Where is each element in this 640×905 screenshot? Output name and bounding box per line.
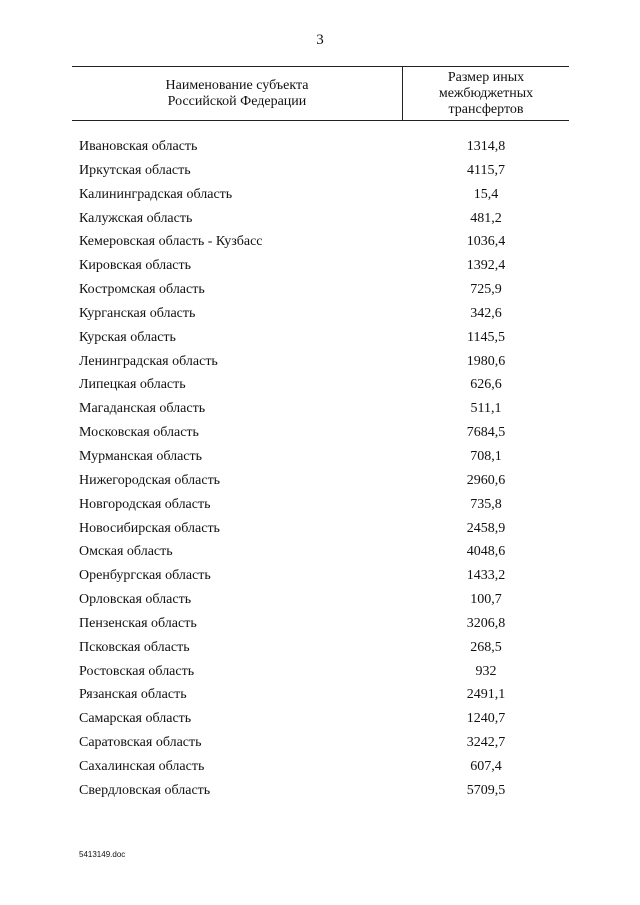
subject-name: Оренбургская область	[79, 568, 211, 584]
table-body	[0, 137, 640, 805]
transfer-amount: 2960,6	[466, 472, 506, 488]
transfer-amount: 1433,2	[466, 568, 506, 584]
table-row	[0, 495, 640, 519]
transfer-amount: 100,7	[470, 592, 502, 608]
subject-name: Новгородская область	[79, 496, 211, 512]
table-row	[0, 709, 640, 733]
subject-name: Новосибирская область	[79, 520, 220, 536]
transfer-amount: 481,2	[470, 210, 502, 226]
table-row	[0, 566, 640, 590]
table-row	[0, 399, 640, 423]
transfer-amount: 268,5	[470, 639, 502, 655]
transfer-amount: 511,1	[470, 401, 502, 417]
table-row	[0, 614, 640, 638]
table-row	[0, 757, 640, 781]
subject-name: Ленинградская область	[79, 353, 218, 369]
subject-name: Пензенская область	[79, 615, 197, 631]
table-row	[0, 185, 640, 209]
transfer-amount: 1980,6	[466, 353, 506, 369]
subject-name: Калининградская область	[79, 186, 233, 202]
subject-name: Ивановская область	[79, 139, 198, 154]
subject-name: Калужская область	[79, 210, 193, 226]
header-subject-name: Наименование субъекта Российской Федерации	[165, 77, 309, 109]
subject-name: Кемеровская область - Кузбасс	[79, 234, 263, 250]
transfer-amount: 3206,8	[466, 615, 506, 631]
transfer-amount: 5709,5	[466, 782, 506, 798]
subject-name: Самарская область	[79, 711, 192, 727]
table-row	[0, 209, 640, 233]
transfer-amount: 7684,5	[466, 425, 506, 441]
table-row	[0, 590, 640, 614]
subject-name: Саратовская область	[79, 735, 202, 751]
transfer-amount: 1314,8	[466, 139, 506, 154]
transfer-amount: 3242,7	[466, 735, 506, 751]
transfer-amount: 735,8	[470, 496, 502, 512]
transfer-amount: 607,4	[470, 758, 502, 774]
transfer-amount: 1145,5	[467, 329, 505, 345]
transfer-amount: 1240,7	[466, 711, 506, 727]
table-row	[0, 256, 640, 280]
subject-name: Курганская область	[79, 305, 196, 321]
table-row	[0, 471, 640, 495]
subject-name: Псковская область	[79, 639, 190, 655]
subject-name: Нижегородская область	[79, 472, 221, 488]
subject-name: Орловская область	[79, 592, 192, 608]
table-row	[0, 781, 640, 805]
transfer-amount: 15,4	[473, 186, 499, 202]
subject-name: Свердловская область	[79, 782, 211, 798]
subject-name: Курская область	[79, 329, 176, 345]
page-number: 3	[316, 32, 324, 48]
subject-name: Кировская область	[79, 258, 192, 274]
subject-name: Московская область	[79, 425, 199, 441]
subject-name: Костромская область	[79, 282, 205, 298]
table-row	[0, 733, 640, 757]
table-row	[0, 685, 640, 709]
subject-name: Мурманская область	[79, 448, 203, 464]
table-row	[0, 423, 640, 447]
transfer-amount: 4048,6	[466, 544, 506, 560]
document-filename: 5413149.doc	[79, 850, 126, 859]
subject-name: Ростовская область	[79, 663, 195, 679]
transfer-amount: 932	[475, 663, 497, 679]
table-row	[0, 352, 640, 376]
table-row	[0, 280, 640, 304]
transfer-amount: 2491,1	[466, 687, 506, 703]
transfer-amount: 1036,4	[466, 234, 506, 250]
table-row	[0, 161, 640, 185]
subject-name: Сахалинская область	[79, 758, 205, 774]
table-row	[0, 304, 640, 328]
transfer-amount: 1392,4	[466, 258, 506, 274]
table-row	[0, 232, 640, 256]
subject-name: Магаданская область	[79, 401, 206, 417]
subject-name: Рязанская область	[79, 687, 187, 703]
table-row	[0, 137, 640, 161]
table-header	[72, 66, 569, 121]
subject-name: Иркутская область	[79, 162, 191, 178]
transfer-amount: 4115,7	[467, 162, 505, 178]
table-row	[0, 519, 640, 543]
subject-name: Омская область	[79, 544, 173, 560]
table-row	[0, 447, 640, 471]
transfer-amount: 342,6	[470, 305, 502, 321]
table-row	[0, 638, 640, 662]
transfer-amount: 2458,9	[466, 520, 506, 536]
transfer-amount: 626,6	[470, 377, 502, 393]
transfer-amount: 725,9	[470, 282, 502, 298]
table-row	[0, 662, 640, 686]
table-row	[0, 542, 640, 566]
transfer-amount: 708,1	[470, 448, 502, 464]
subject-name: Липецкая область	[79, 377, 186, 393]
table-row	[0, 375, 640, 399]
header-transfer-amount: Размер иных межбюджетных трансфертов	[438, 69, 534, 117]
table-row	[0, 328, 640, 352]
